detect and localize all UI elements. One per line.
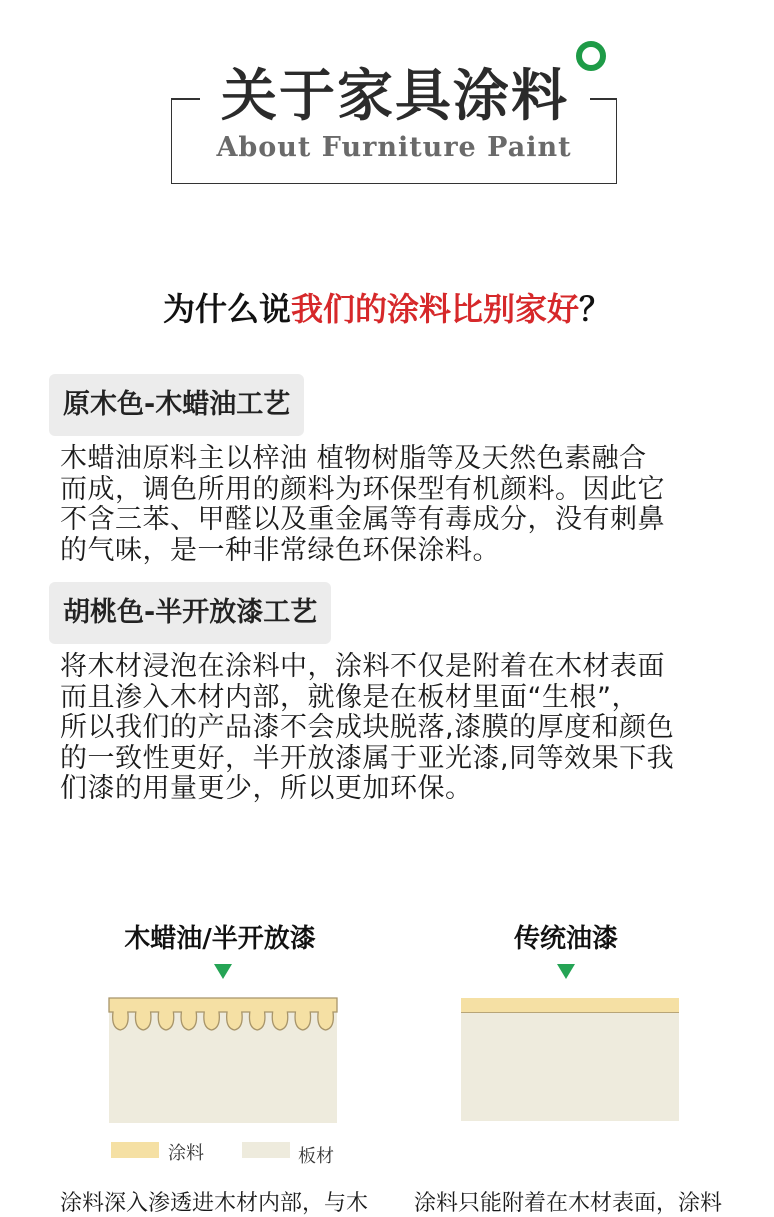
body-line: 所以我们的产品漆不会成块脱落,漆膜的厚度和颜色 bbox=[60, 712, 675, 743]
down-arrow-icon bbox=[557, 964, 575, 979]
legend-label-paint: 涂料 bbox=[168, 1143, 204, 1164]
body-line: 的气味，是一种非常绿色环保涂料。 bbox=[60, 534, 500, 566]
legend-swatch-paint bbox=[111, 1142, 159, 1158]
question-heading bbox=[0, 284, 774, 330]
section-label-walnut: 胡桃色-半开放漆工艺 bbox=[49, 582, 331, 644]
section-label-wood-wax: 原木色-木蜡油工艺 bbox=[49, 374, 304, 436]
page-subtitle: About Furniture Paint bbox=[216, 132, 572, 163]
body-line: 木蜡油原料主以梓油 植物树脂等及天然色素融合 bbox=[60, 443, 647, 474]
body-line: 而且渗入木材内部，就像是在板材里面“生根”， bbox=[60, 681, 639, 713]
body-line: 的一致性更好，半开放漆属于亚光漆,同等效果下我 bbox=[60, 742, 675, 774]
page-title: 关于家具涂料 bbox=[200, 62, 590, 132]
body-line: 不含三苯、甲醛以及重金属等有毒成分，没有刺鼻 bbox=[60, 504, 665, 535]
board-traditional bbox=[461, 998, 679, 1121]
section-body-wood-wax bbox=[60, 444, 740, 566]
question-highlight: 我们的涂料比别家好 bbox=[290, 290, 579, 328]
paint-roots bbox=[109, 998, 337, 1030]
diagram-left-title: 木蜡油/半开放漆 bbox=[124, 924, 316, 954]
body-line: 而成，调色所用的颜料为环保型有机颜料。因此它 bbox=[60, 473, 665, 505]
legend-swatch-board bbox=[242, 1142, 290, 1158]
green-ring-icon bbox=[576, 41, 606, 71]
diagram-right-title: 传统油漆 bbox=[513, 924, 618, 954]
bottom-caption-right: 涂料只能附着在木材表面，涂料 bbox=[414, 1191, 723, 1216]
board-penetrating bbox=[109, 998, 337, 1123]
down-arrow-icon bbox=[214, 964, 232, 979]
body-line: 们漆的用量更少，所以更加环保。 bbox=[60, 773, 473, 804]
question-suffix: ？ bbox=[579, 290, 612, 328]
penetrating-paint-illustration bbox=[109, 998, 337, 1123]
bottom-caption-left: 涂料深入渗透进木材内部，与木 bbox=[60, 1191, 369, 1216]
body-line: 将木材浸泡在涂料中，涂料不仅是附着在木材表面 bbox=[60, 651, 665, 682]
section-body-walnut bbox=[60, 652, 740, 805]
question-prefix: 为什么说 bbox=[162, 290, 291, 328]
surface-paint-layer bbox=[461, 998, 679, 1013]
legend-label-board: 板材 bbox=[298, 1146, 334, 1167]
